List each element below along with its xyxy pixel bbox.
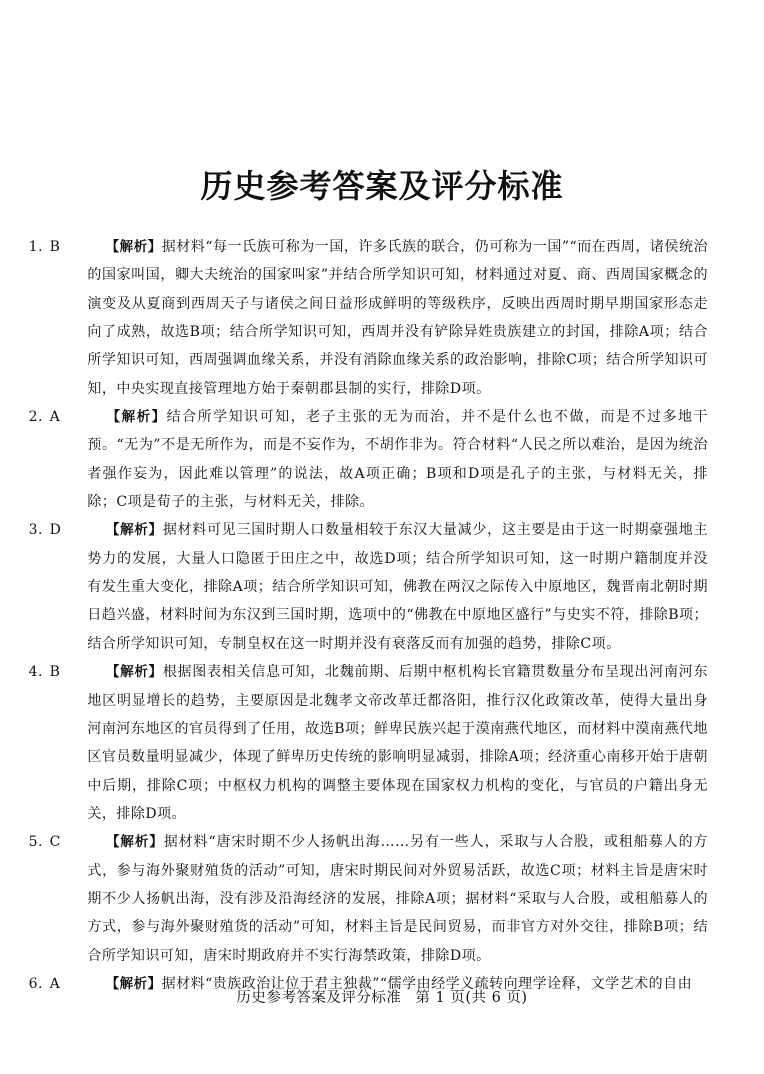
answer-explanation: 据材料可见三国时期人口数量相较于东汉大量减少，这主要是由于这一时期豪强地主势力的发展，大量人口隐匿于田庄之中，故选D项；结合所学知识可知，这一时期户籍制度并没有发生重大变化，排除A项；结合所学知识可知，佛教在两汉之际传入中原地区，魏晋南北朝时期日趋兴盛，材料时间为东汉到三国时期，选项中的“佛教在中原地区盛行”与史实不符，排除B项；结合所学知识可知，专制皇权在这一时期并没有衰落反而有加强的趋势，排除C项。 [87, 522, 709, 652]
answer-explanation: 据材料“唐宋时期不少人扬帆出海……另有一些人，采取与人合股，或租船募人的方式，参与海外聚财殖货的活动”可知，唐宋时期民间对外贸易活跃，故选C项；材料主旨是唐宋时期不少人扬帆出海，没有涉及沿海经济的发展，排除A项；据材料“采取与人合股，或租船募人的方式，参与海外聚财殖货的活动”可知，材料主旨是民间贸易，而非官方对外交往，排除B项；结合所学知识可知，唐宋时期政府并不实行海禁政策，排除D项。 [87, 834, 708, 964]
answer-list [28, 233, 709, 998]
question-number: 6. [28, 975, 43, 992]
answer-item-1 [28, 233, 708, 403]
answer-choice: D [49, 522, 62, 539]
analysis-tag: 【解析】 [105, 239, 162, 255]
question-number: 5. [28, 834, 43, 851]
answer-explanation: 根据图表相关信息可知，北魏前期、后期中枢机构长官籍贯数量分布呈现出河南河东地区明显增长的趋势，主要原因是北魏孝文帝改革迁都洛阳，推行汉化政策改革，使得大量出身河南河东地区的官员得到了任用，故选B项；鲜卑民族兴起于漠南燕代地区，而材料中漠南燕代地区官员数量明显减少，体现了鲜卑历史传统的影响明显减弱，排除A项；经济重心南移开始于唐朝中后期，排除C项；中枢权力机构的调整主要体现在国家权力机构的变化，与官员的户籍出身无关，排除D项。 [87, 664, 709, 822]
answer-choice: B [49, 664, 61, 681]
answer-explanation: 据材料“贵族政治让位于君主独裁”“儒学由经学义疏转向理学诠释，文学艺术的自由 [161, 975, 693, 992]
analysis-tag: 【解析】 [105, 409, 167, 426]
answer-item-5 [28, 828, 708, 970]
answer-choice: C [49, 834, 61, 851]
page-footer [0, 986, 764, 1007]
page-title: 历史参考答案及评分标准 [200, 167, 564, 205]
analysis-tag: 【解析】 [105, 834, 164, 851]
answer-choice: B [49, 239, 61, 255]
analysis-tag: 【解析】 [105, 975, 162, 992]
question-number: 2. [28, 409, 43, 426]
question-number: 1. [28, 239, 43, 255]
answer-item-3 [28, 516, 709, 658]
answer-choice: A [49, 409, 61, 426]
answer-item-4 [28, 658, 709, 828]
analysis-tag: 【解析】 [105, 522, 163, 539]
question-number: 4. [28, 664, 43, 681]
answer-choice: A [49, 975, 61, 992]
footer-doc-title: 历史参考答案及评分标准 [236, 990, 402, 1006]
footer-page-info: 第 1 页(共 6 页) [415, 990, 528, 1006]
answer-explanation: 结合所学知识可知，老子主张的无为而治，并不是什么也不做，而是不过多地干预。“无为”不是无所作为，而是不妄作为，不胡作非为。符合材料“人民之所以难治，是因为统治者强作妄为，因此难以管理”的说法，故A项正确；B项和D项是孔子的主张，与材料无关，排除；C项是荀子的主张，与材料无关，排除。 [87, 409, 709, 511]
answer-explanation: 据材料“每一氏族可称为一国，许多氏族的联合，仍可称为一国”“而在西周，诸侯统治的国家叫国，卿大夫统治的国家叫家”并结合所学知识可知，材料通过对夏、商、西周国家概念的演变及从夏商到西周天子与诸侯之间日益形成鲜明的等级秩序，反映出西周时期早期国家形态走向了成熟，故选B项；结合所学知识可知，西周并没有铲除异姓贵族建立的封国，排除A项；结合所学知识可知，西周强调血缘关系，并没有消除血缘关系的政治影响，排除C项；结合所学知识可知，中央实现直接管理地方始于秦朝郡县制的实行，排除D项。 [87, 239, 708, 397]
answer-item-2 [28, 403, 709, 516]
question-number: 3. [28, 522, 43, 539]
analysis-tag: 【解析】 [105, 664, 163, 681]
